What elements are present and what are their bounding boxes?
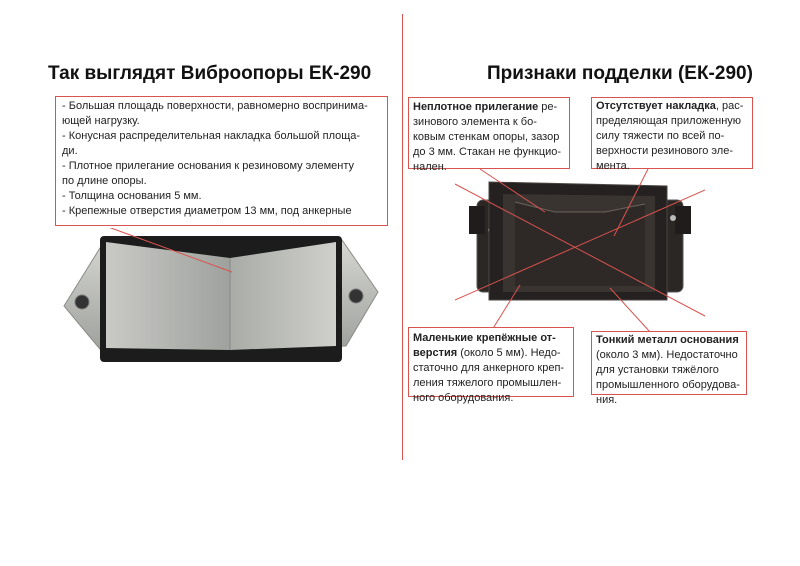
fake-sign-heading: Тонкий металл основания	[596, 334, 739, 346]
genuine-feature-line: - Большая площадь поверхности, равномерно воспринима-	[62, 100, 368, 112]
fake-sign-text: ного оборудования.	[413, 392, 514, 404]
fake-sign-text: ковым стенкам опоры, зазор	[413, 131, 560, 143]
genuine-feature-line: по длине опоры.	[62, 175, 147, 187]
genuine-title: Так выглядят Виброопоры ЕК-290	[48, 63, 372, 84]
fake-sign-text: пределяющая приложенную	[596, 115, 742, 127]
fake-sign-text: (около 5 мм). Недо-	[457, 347, 561, 359]
fake-sign-heading: верстия	[413, 347, 458, 359]
fake-title: Признаки подделки (ЕК-290)	[487, 63, 753, 84]
fake-sign-thin-metal	[591, 331, 747, 406]
fake-sign-loose-fit	[408, 97, 570, 173]
fake-sign-text: ре-	[538, 101, 558, 113]
genuine-features-box	[55, 96, 388, 226]
genuine-mount-photo	[60, 228, 380, 368]
genuine-feature-line: ющей нагрузку.	[62, 115, 140, 127]
genuine-feature-line: - Плотное прилегание основания к резиновому элементу	[62, 160, 355, 172]
fake-sign-text: ления тяжелого промышлен-	[413, 377, 562, 389]
fake-sign-text: промышленного оборудова-	[596, 379, 740, 391]
fake-sign-text: нален.	[413, 161, 447, 173]
fake-pointer-lines	[400, 140, 730, 340]
fake-sign-text: статочно для анкерного креп-	[413, 362, 565, 374]
fake-sign-heading: Неплотное прилегание	[413, 101, 539, 113]
fake-sign-heading: Маленькие крепёжные от-	[413, 332, 556, 344]
genuine-feature-line: - Конусная распределительная накладка большой площа-	[62, 130, 361, 142]
fake-sign-small-holes	[408, 327, 574, 404]
fake-sign-heading: Отсутствует накладка	[596, 100, 716, 112]
genuine-feature-line: ди.	[62, 145, 78, 157]
fake-sign-text: мента.	[596, 160, 630, 172]
fake-sign-text: до 3 мм. Стакан не функцио-	[413, 146, 562, 158]
fake-sign-text: для установки тяжёлого	[596, 364, 719, 376]
genuine-feature-line: - Крепежные отверстия диаметром 13 мм, под анкерные	[62, 205, 352, 217]
fake-sign-text: верхности резинового эле-	[596, 145, 733, 157]
fake-sign-text: , рас-	[715, 100, 744, 112]
fake-sign-text: зинового элемента к бо-	[413, 116, 537, 128]
fake-sign-no-cover	[591, 97, 753, 172]
fake-sign-text: силу тяжести по всей по-	[596, 130, 725, 142]
genuine-feature-line: - Толщина основания 5 мм.	[62, 190, 202, 202]
fake-sign-text: (около 3 мм). Недостаточно	[596, 349, 738, 361]
fake-sign-text: ния.	[596, 394, 618, 406]
